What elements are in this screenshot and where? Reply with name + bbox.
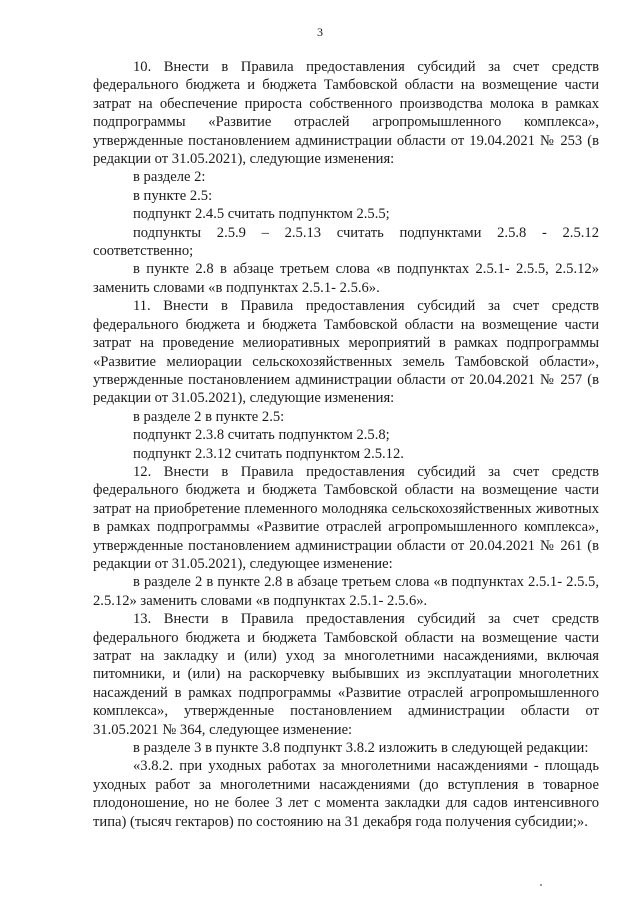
paragraph-item-13-intro: 13. Внести в Правила предоставления субсидий за счет средств федерального бюджета и бюджета Тамбовской области на возмещение части затрат на закладку и (или) уход за многолетними насаждениями, включая питомники, и (или) на раскорчевку выбывших из эксплуатации многолетних насаждений в рамках подпрограммы «Развитие отраслей агропромышленного комплекса», утвержденные постановлением администрации области от 31.05.2021 № 364, следующее изменение: [93, 611, 599, 738]
paragraph-item-11-sub-1: подпункт 2.3.8 считать подпунктом 2.5.8; [133, 427, 390, 444]
paragraph-item-13-quote: «3.8.2. при уходных работах за многолетними насаждениями - площадь уходных работ за многолетними насаждениями (до вступления в товарное плодоношение, но не более 3 лет с момента закладки для садов интенсивного типа) (тысяч гектаров) по состоянию на 31 декабря года получения субсидии;». [93, 758, 599, 830]
document-body [93, 58, 599, 831]
paragraph-item-10-sub-2: подпункты 2.5.9 – 2.5.13 считать подпунктами 2.5.8 - 2.5.12 соответственно; [93, 224, 599, 260]
page-number: 3 [317, 25, 323, 39]
paragraph-item-11-section: в разделе 2 в пункте 2.5: [133, 408, 285, 425]
paragraph-item-10-point: в пункте 2.5: [133, 187, 213, 204]
paragraph-item-12-intro: 12. Внести в Правила предоставления субсидий за счет средств федерального бюджета и бюджета Тамбовской области на возмещение части затрат на приобретение племенного молодняка сельскохозяйственных животных в рамках подпрограммы «Развитие отраслей агропромышленного комплекса», утвержденные постановлением администрации области от 20.04.2021 № 261 (в редакции от 31.05.2021), следующее изменение: [93, 463, 599, 572]
paragraph-item-10-sub-3: в пункте 2.8 в абзаце третьем слова «в подпунктах 2.5.1- 2.5.5, 2.5.12» заменить словами «в подпунктах 2.5.1- 2.5.6». [93, 261, 599, 296]
paragraph-item-11-sub-2: подпункт 2.3.12 считать подпунктом 2.5.12. [133, 445, 404, 462]
paragraph-item-13-change: в разделе 3 в пункте 3.8 подпункт 3.8.2 изложить в следующей редакции: [133, 740, 589, 757]
paragraph-item-11-intro: 11. Внести в Правила предоставления субсидий за счет средств федерального бюджета и бюджета Тамбовской области на возмещение части затрат на проведение мелиоративных мероприятий в рамках подпрограммы «Развитие мелиорации сельскохозяйственных земель Тамбовской области», утвержденные постановлением администрации области от 20.04.2021 № 257 (в редакции от 31.05.2021), следующие изменения: [93, 298, 599, 407]
paragraph-item-10-sub-1: подпункт 2.4.5 считать подпунктом 2.5.5; [133, 206, 390, 223]
paragraph-item-10-section: в разделе 2: [133, 169, 206, 186]
paragraph-item-10-intro: 10. Внести в Правила предоставления субсидий за счет средств федерального бюджета и бюджета Тамбовской области на возмещение части затрат на обеспечение прироста собственного производства молока в рамках подпрограммы «Развитие отраслей агропромышленного комплекса», утвержденные постановлением администрации области от 19.04.2021 № 253 (в редакции от 31.05.2021), следующие изменения: [93, 59, 599, 168]
paragraph-item-12-change: в разделе 2 в пункте 2.8 в абзаце третьем слова «в подпунктах 2.5.1- 2.5.5, 2.5.12» заменить словами «в подпунктах 2.5.1- 2.5.6». [93, 574, 599, 609]
scan-artifact-dot [540, 884, 542, 886]
